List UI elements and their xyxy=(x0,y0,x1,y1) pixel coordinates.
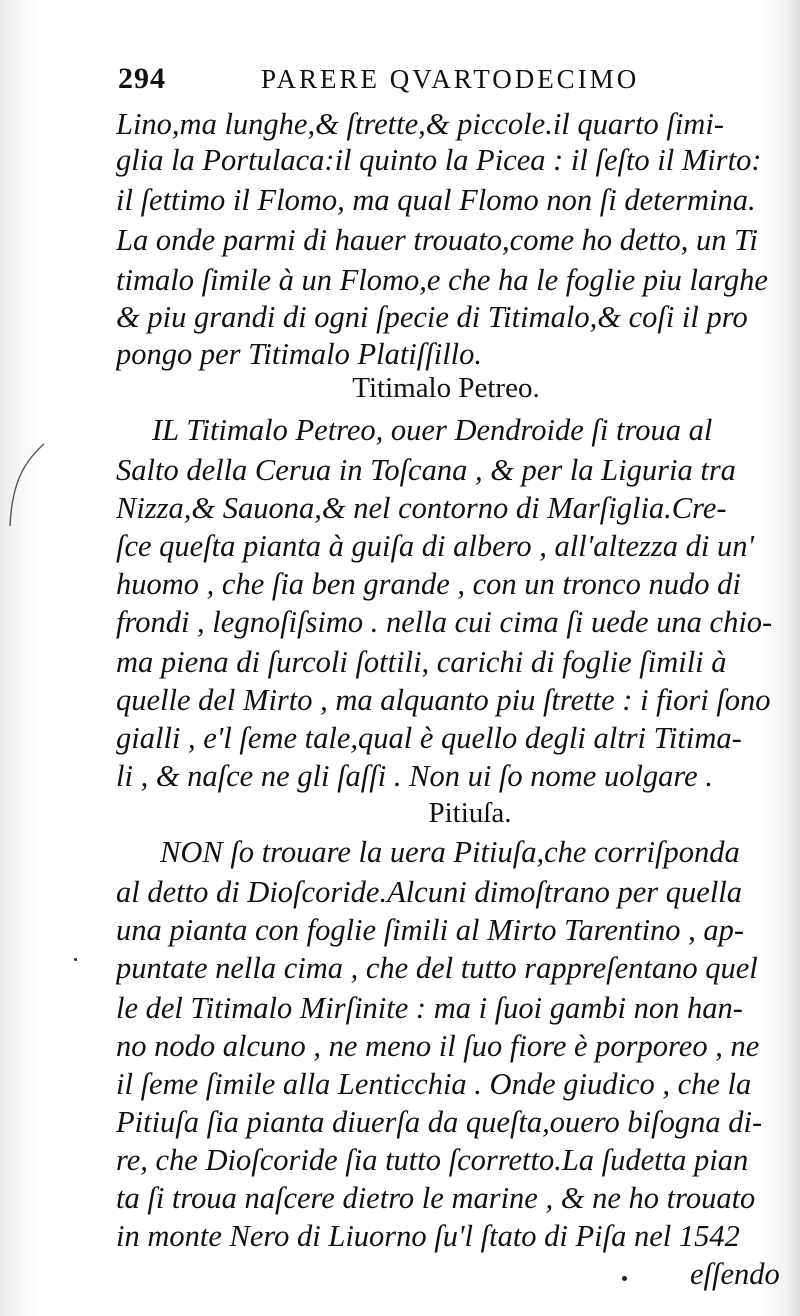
section-heading: Titimalo Petreo. xyxy=(352,372,540,404)
text-line: Salto della Cerua in Toſcana , & per la Liguria tra xyxy=(116,453,736,487)
text-line: una pianta con foglie ſimili al Mirto Tarentino , ap- xyxy=(116,913,745,947)
text-line: pongo per Titimalo Platiſſillo. xyxy=(116,337,483,371)
ink-speck xyxy=(74,958,77,961)
text-line: ſce queſta pianta à guiſa di albero , all'altezza di un' xyxy=(116,529,754,563)
text-line: al detto di Dioſcoride.Alcuni dimoſtrano per quella xyxy=(116,875,743,909)
text-line: in monte Nero di Liuorno ſu'l ſtato di Piſa nel 1542 xyxy=(116,1219,740,1253)
text-line: frondi , legnoſiſsimo . nella cui cima ſi uede una chio- xyxy=(116,605,773,639)
text-line: il ſettimo il Flomo, ma qual Flomo non ſi determina. xyxy=(116,183,756,217)
text-line: glia la Portulaca:il quinto la Picea : il ſeſto il Mirto: xyxy=(116,143,762,177)
text-line: Pitiuſa ſia pianta diuerſa da queſta,ouero biſogna di- xyxy=(116,1105,763,1139)
text-line: Nizza,& Sauona,& nel contorno di Marſiglia.Cre- xyxy=(116,491,727,525)
section-heading: Pitiuſa. xyxy=(428,797,512,829)
text-line: huomo , che ſia ben grande , con un tronco nudo di xyxy=(116,567,741,601)
catchword: eſſendo xyxy=(690,1257,780,1291)
text-line: & piu grandi di ogni ſpecie di Titimalo,& coſi il pro xyxy=(116,300,748,334)
text-line: Lino,ma lunghe,& ſtrette,& piccole.il quarto ſimi- xyxy=(116,107,724,141)
margin-pen-stroke xyxy=(6,440,46,530)
ink-speck xyxy=(622,1276,627,1281)
text-line: le del Titimalo Mirſinite : ma i ſuoi gambi non han- xyxy=(116,991,743,1025)
text-line: ma piena di ſurcoli ſottili, carichi di foglie ſimili à xyxy=(116,645,727,679)
text-line: gialli , e'l ſeme tale,qual è quello degli altri Titima- xyxy=(116,721,742,755)
text-line: quelle del Mirto , ma alquanto piu ſtrette : i fiori ſono xyxy=(116,683,771,717)
text-line: li , & naſce ne gli ſaſſi . Non ui ſo nome uolgare . xyxy=(116,759,713,793)
running-head: PARERE QVARTODECIMO xyxy=(261,64,640,94)
text-line: La onde parmi di hauer trouato,come ho detto, un Ti xyxy=(116,223,758,257)
text-line: timalo ſimile à un Flomo,e che ha le foglie piu larghe xyxy=(116,263,768,297)
text-line: IL Titimalo Petreo, ouer Dendroide ſi troua al xyxy=(152,413,713,447)
page-number: 294 xyxy=(118,62,166,95)
text-line: ta ſi troua naſcere dietro le marine , & ne ho trouato xyxy=(116,1181,756,1215)
text-line: NON ſo trouare la uera Pitiuſa,che corriſponda xyxy=(160,835,740,869)
text-line: il ſeme ſimile alla Lenticchia . Onde giudico , che la xyxy=(116,1067,752,1101)
page-header xyxy=(118,62,758,102)
text-line: re, che Dioſcoride ſia tutto ſcorretto.La ſudetta pian xyxy=(116,1143,749,1177)
text-line: puntate nella cima , che del tutto rappreſentano quel xyxy=(116,951,758,985)
text-line: no nodo alcuno , ne meno il ſuo fiore è porporeo , ne xyxy=(116,1029,760,1063)
